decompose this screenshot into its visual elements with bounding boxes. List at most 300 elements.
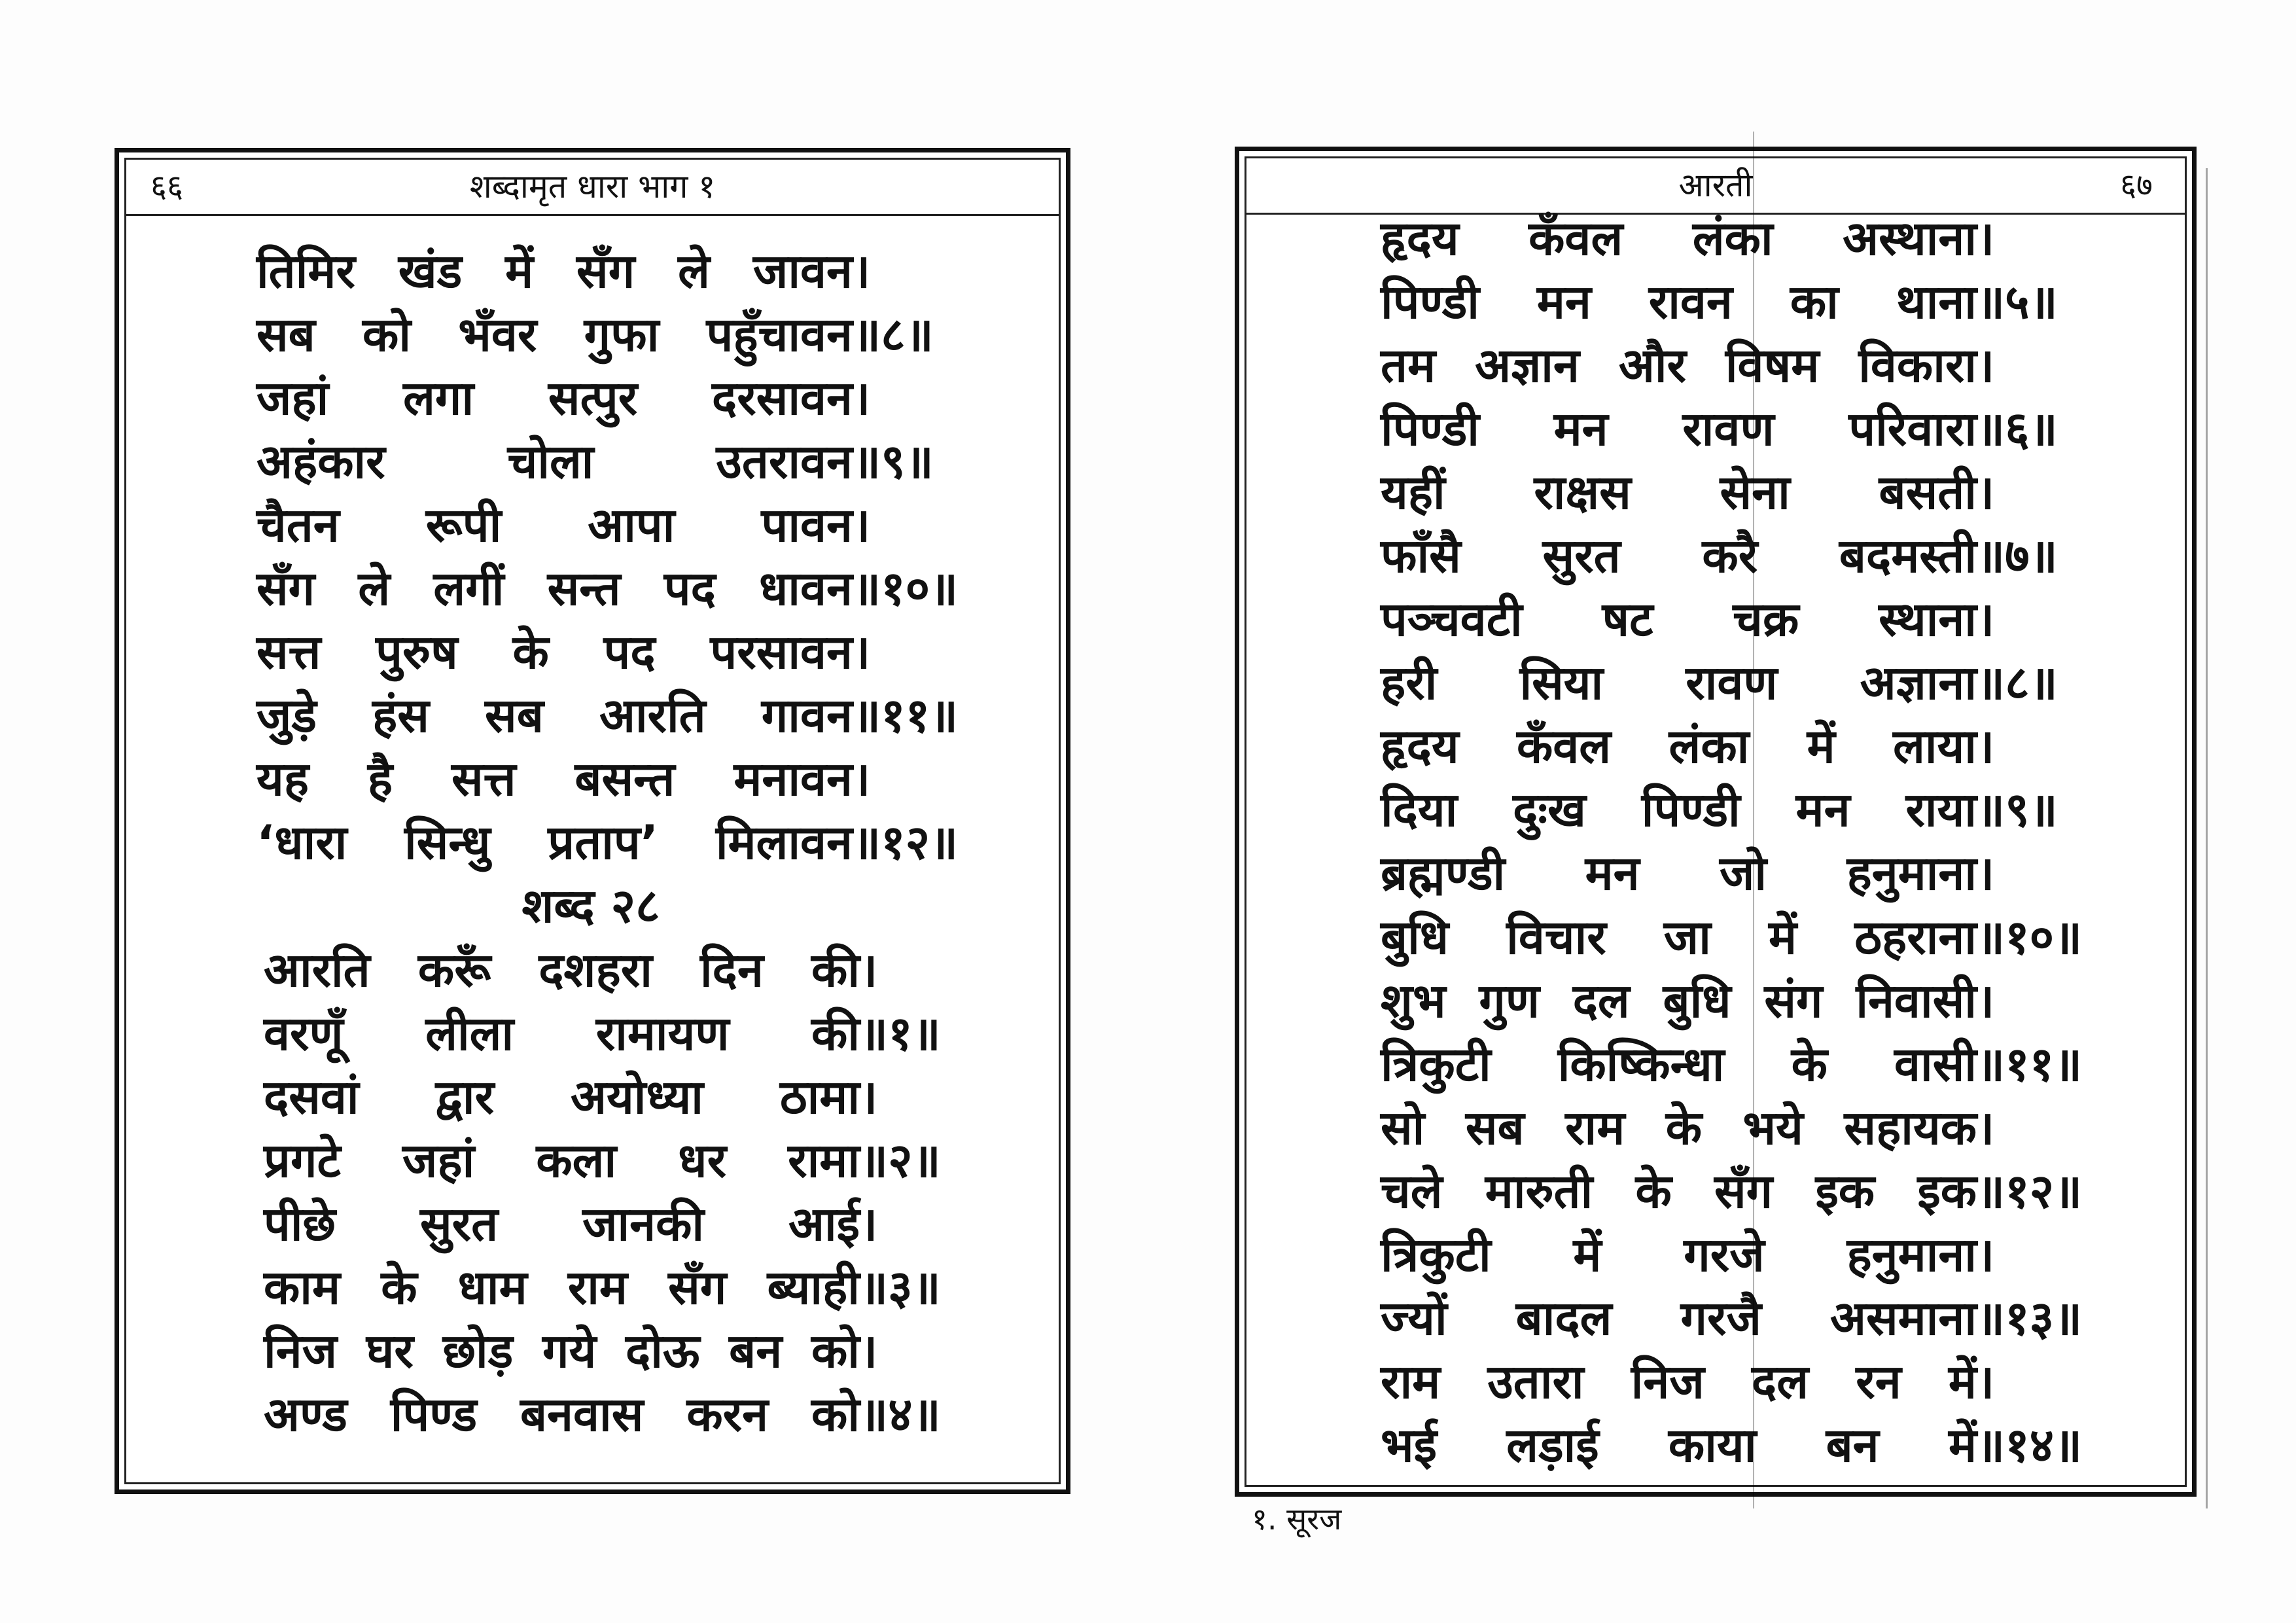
verse-word: पहुँचावन [706,306,853,362]
verse-word: अस्थाना [1843,210,1977,266]
verse-word: परसावन [710,624,853,680]
verse-word: अण्ड [264,1387,347,1442]
verse-word: राक्षस [1534,464,1631,520]
footnote: १. सूरज [1252,1501,1342,1537]
verse-end-mark: ॥११॥ [853,688,959,743]
verse-word: छोड़ [442,1323,514,1379]
verse-text [1381,528,1977,584]
verse-end-mark: ॥७॥ [1977,528,2058,584]
verse-word: के [512,624,549,680]
verse-word: हंस [372,688,429,743]
verse-word: रामा [788,1132,860,1188]
verse-word: त्रिकुटी [1381,1227,1491,1283]
verse-end-mark: । [860,1196,878,1251]
scan-edge-shadow [2206,168,2208,1508]
verse-end-mark: ॥१०॥ [1977,909,2083,965]
verse-word: जानकी [582,1196,705,1251]
verse-word: कँवल [1528,210,1623,266]
verse-word: जुड़े [256,688,317,743]
verse-text [1381,1163,1977,1219]
verse-word: सँग [668,1260,727,1315]
verse-text [1381,909,1977,965]
verse-word: सिया [1519,655,1604,711]
verse-word: में [1769,909,1797,965]
verse-word: मनावन [733,751,853,807]
verse-line [1381,842,2082,905]
verse-text [1381,210,1977,266]
verse-word: के [1791,1036,1828,1092]
verse-word: कला [536,1132,617,1188]
verse-word: बसन्त [574,751,675,807]
verse-line [1381,1223,2082,1287]
verse-text [256,497,853,552]
verse-word: दिया [1381,782,1458,838]
verse-word: ठहराना [1854,909,1977,965]
verse-word: मारुती [1485,1163,1593,1219]
verse-word: में [1573,1227,1602,1283]
verse-word: और [1618,337,1686,393]
verse-end-mark: ॥९॥ [853,433,934,489]
verse-line [1381,397,2082,460]
verse-word: पद [663,561,716,616]
verse-word: ब्रह्मण्डी [1381,846,1506,901]
verse-end-mark: । [1977,337,1995,393]
verse-word: है [367,751,393,807]
verse-word: जहां [402,1132,475,1188]
header-divider [126,214,1059,216]
verse-word: बन [729,1323,783,1379]
verse-text [264,1387,860,1442]
verse-word: सब [1465,1099,1525,1155]
verse-word: की [811,1005,860,1061]
verse-word: पिण्डी [1381,401,1479,456]
verse-word: ब्याही [767,1260,860,1315]
page-number: ६६ [150,168,183,205]
verse-word: त्रिकुटी [1381,1036,1491,1092]
verse-word: दसवां [264,1069,359,1124]
verse-text [1381,1291,1977,1346]
verse-text [256,751,853,807]
verse-word: लगीं [433,561,504,616]
verse-end-mark: ॥१४॥ [1977,1418,2083,1473]
verse-text [256,433,853,489]
verse-word: लड़ाई [1506,1418,1599,1473]
section-heading: शब्द २८ [521,878,660,934]
verse-word: हनुमाना [1846,1227,1977,1283]
verse-word: जहां [256,370,329,425]
verse-word: लंका [1692,210,1773,266]
verse-word: सहायक [1844,1099,1977,1155]
verse-line [256,429,958,493]
verse-line [256,1128,958,1192]
verse-word: करै [1702,528,1758,584]
verse-line [1381,206,2082,270]
verse-text [1381,1099,1977,1155]
verse-word: शुभ [1381,972,1446,1028]
scan-fold-line [1753,132,1754,1508]
verse-line [256,620,958,684]
verse-word: सो [1381,1099,1425,1155]
verse-column [1381,206,2082,1477]
verse-word: बादल [1515,1291,1612,1346]
verse-word: आरति [264,942,370,997]
verse-word: उतरावन [716,433,853,489]
verse-line [1381,651,2082,715]
verse-word: पञ्चवटी [1381,592,1523,647]
verse-word: निवासी [1856,972,1977,1028]
verse-word: जो [1720,846,1767,901]
verse-word: पिण्डी [1641,782,1740,838]
verse-word: दोऊ [626,1323,700,1379]
verse-text [1381,1418,1977,1473]
verse-word: ‘धारा [256,815,347,870]
verse-text [1381,1227,1977,1283]
verse-end-mark: ॥६॥ [1977,401,2058,456]
verse-word: में [1948,1418,1977,1473]
verse-end-mark: ॥८॥ [1977,655,2058,711]
verse-word: उतारा [1487,1354,1584,1410]
verse-text [256,624,853,680]
verse-word: अहंकार [256,433,385,489]
verse-word: गुण [1479,972,1540,1028]
verse-text [1381,401,1977,456]
verse-end-mark: । [1977,972,1995,1028]
verse-word: सब [256,306,315,362]
verse-word: असमाना [1829,1291,1977,1346]
verse-end-mark: ॥२॥ [860,1132,941,1188]
verse-word: भई [1381,1418,1437,1473]
verse-word: मन [1795,782,1850,838]
verse-word: मन [1536,274,1591,329]
verse-line [1381,588,2082,651]
verse-text [264,1196,860,1251]
verse-text [1381,846,1977,901]
verse-line [1381,1096,2082,1159]
verse-end-mark: ॥१२॥ [853,815,959,870]
verse-line [1381,1414,2082,1477]
verse-word: वरणूँ [264,1005,344,1061]
verse-text [256,306,853,362]
verse-word: को [811,1323,860,1379]
verse-end-mark: ॥१०॥ [853,561,959,616]
verse-word: में [1807,719,1835,774]
verse-word: दशहरा [539,942,652,997]
verse-word: ज्यों [1381,1291,1447,1346]
verse-word: हृदय [1381,210,1459,266]
verse-text [1381,719,1977,774]
verse-word: बुधि [1663,972,1731,1028]
verse-word: फाँसै [1381,528,1461,584]
verse-word: लाया [1893,719,1977,774]
verse-word: विकारा [1858,337,1977,393]
verse-word: रावण [1682,401,1775,456]
verse-line [256,1192,958,1255]
verse-word: घर [366,1323,414,1379]
verse-line [1381,524,2082,587]
verse-end-mark: । [860,1069,878,1124]
verse-line [256,747,958,811]
verse-word: हरी [1381,655,1438,711]
verse-word: हनुमाना [1846,846,1977,901]
verse-word: जा [1663,909,1711,965]
verse-word: के [1665,1099,1703,1155]
verse-end-mark: ॥३॥ [860,1260,941,1315]
verse-text [264,1323,860,1379]
verse-word: बसती [1879,464,1977,520]
verse-word: करूँ [417,942,491,997]
verse-line [1381,778,2082,842]
verse-word: हृदय [1381,719,1459,774]
verse-end-mark: । [1977,846,1995,901]
verse-text [1381,782,1977,838]
verse-word: वासी [1894,1036,1977,1092]
verse-text [1381,592,1977,647]
verse-line [256,684,958,747]
verse-word: यहीं [1381,464,1445,520]
verse-word: रन [1856,1354,1901,1410]
verse-word: रावण [1686,655,1778,711]
verse-end-mark: । [853,624,871,680]
verse-word: निज [1631,1354,1704,1410]
verse-word: बन [1826,1418,1879,1473]
verse-end-mark: ॥१॥ [860,1005,941,1061]
verse-text [1381,337,1977,393]
verse-line [256,811,958,874]
verse-word: राम [1565,1099,1625,1155]
verse-word: लगा [403,370,474,425]
verse-line [1381,1032,2082,1096]
verse-text [256,370,853,425]
verse-word: भये [1742,1099,1803,1155]
verse-word: आरति [599,688,706,743]
verse-word: पद [603,624,656,680]
right-page [1235,147,2197,1497]
verse-word: पावन [761,497,853,552]
verse-word: राया [1905,782,1977,838]
verse-word: सुरत [1542,528,1621,584]
verse-text [264,942,860,997]
verse-word: के [1635,1163,1672,1219]
verse-word: मिलावन [715,815,853,870]
verse-text [1381,1036,1977,1092]
verse-text [264,1005,860,1061]
verse-end-mark: ॥५॥ [1977,274,2058,329]
verse-end-mark: ॥४॥ [860,1387,941,1442]
verse-word: धावन [759,561,853,616]
verse-word: धर [678,1132,727,1188]
verse-end-mark: । [853,497,871,552]
verse-text [1381,274,1977,329]
verse-end-mark: । [1977,719,1995,774]
verse-word: की [811,942,860,997]
verse-end-mark: । [1977,210,1995,266]
verse-line [1381,1287,2082,1350]
verse-line [1381,905,2082,969]
verse-end-mark: । [1977,592,1995,647]
verse-end-mark: । [853,243,871,298]
verse-word: में [505,243,534,298]
verse-text [256,243,853,298]
verse-word: पिण्डी [1381,274,1479,329]
verse-line [1381,333,2082,397]
verse-word: निज [264,1323,338,1379]
verse-word: सँग [1714,1163,1773,1219]
verse-line [1381,1159,2082,1222]
verse-word: परिवारा [1848,401,1977,456]
verse-word: ले [358,561,391,616]
verse-word: का [1790,274,1839,329]
verse-word: राम [1381,1354,1441,1410]
left-page [115,148,1070,1494]
verse-word: तम [1381,337,1436,393]
running-title: शब्दामृत धारा भाग १ [469,168,716,205]
verse-word: गरजे [1684,1227,1765,1283]
verse-text [264,1132,860,1188]
verse-text [1381,655,1977,711]
verse-word: गावन [761,688,853,743]
verse-word: के [381,1260,417,1315]
verse-end-mark: ॥१३॥ [1977,1291,2083,1346]
verse-word: ठामा [779,1069,860,1124]
verse-text [264,1260,860,1315]
verse-word: दल [1572,972,1630,1028]
verse-word: पीछे [264,1196,336,1251]
verse-text [256,815,853,870]
verse-word: काम [264,1260,341,1315]
verse-word: में [1948,1354,1977,1410]
verse-word: किष्किन्धा [1557,1036,1725,1092]
verse-line [256,493,958,556]
verse-word: लीला [425,1005,514,1061]
verse-word: यह [256,751,309,807]
verse-end-mark: । [1977,1099,1995,1155]
verse-word: सन्त [547,561,621,616]
verse-word: सेना [1720,464,1790,520]
verse-line [1381,270,2082,333]
verse-end-mark: । [1977,1354,1995,1410]
verse-word: रामायण [595,1005,730,1061]
verse-line [256,366,958,429]
verse-word: राम [567,1260,627,1315]
verse-word: प्रगटे [264,1132,341,1188]
verse-line [1381,969,2082,1032]
verse-word: विषम [1725,337,1820,393]
verse-word: चैतन [256,497,340,552]
verse-word: गये [542,1323,597,1379]
verse-word: आई [788,1196,860,1251]
verse-word: को [362,306,411,362]
verse-word: दल [1752,1354,1809,1410]
verse-line [256,1319,958,1383]
verse-word: मन [1585,846,1640,901]
verse-word: अयोध्या [570,1069,703,1124]
verse-word: द्वार [435,1069,495,1124]
verse-word: प्रताप’ [548,815,659,870]
verse-word: चक्र [1733,592,1799,647]
verse-word: तिमिर [256,243,355,298]
verse-end-mark: । [860,942,878,997]
verse-word: चोला [507,433,594,489]
verse-line [256,1383,958,1446]
verse-column [256,239,958,1446]
verse-text [1381,1354,1977,1410]
verse-word: दुःख [1513,782,1586,838]
verse-word: सिन्धु [404,815,491,870]
verse-text [264,1069,860,1124]
verse-line [1381,715,2082,778]
verse-word: जावन [752,243,853,298]
verse-end-mark: ॥११॥ [1977,1036,2083,1092]
verse-line [256,556,958,620]
verse-word: बनवास [520,1387,644,1442]
verse-word: पुरुष [376,624,458,680]
running-title: आरती [1678,166,1753,204]
verse-word: अज्ञान [1475,337,1580,393]
verse-word: काया [1668,1418,1757,1473]
verse-word: को [811,1387,860,1442]
verse-word: आपा [588,497,675,552]
verse-line [256,938,958,1001]
verse-word: गरजै [1680,1291,1761,1346]
verse-line [1381,460,2082,524]
verse-end-mark: । [1977,1227,1995,1283]
verse-word: ले [678,243,710,298]
verse-word: चले [1381,1163,1443,1219]
verse-line [256,302,958,366]
verse-line [256,1065,958,1128]
verse-line [256,1256,958,1319]
verse-word: अज्ञाना [1860,655,1977,711]
verse-end-mark: ॥८॥ [853,306,934,362]
verse-line [256,239,958,302]
verse-end-mark: । [1977,464,1995,520]
verse-word: सत्पुर [548,370,638,425]
verse-word: खंड [398,243,463,298]
verse-line [1381,1350,2082,1414]
verse-word: मन [1553,401,1608,456]
verse-word: बदमस्ती [1839,528,1977,584]
verse-line [256,1001,958,1065]
verse-word: दरसावन [711,370,853,425]
verse-word: दिन [700,942,764,997]
verse-word: थाना [1896,274,1977,329]
page-number: ६७ [2120,167,2153,204]
verse-end-mark: । [853,370,871,425]
verse-word: संग [1764,972,1823,1028]
verse-word: कँवल [1516,719,1612,774]
verse-word: गुफा [584,306,660,362]
verse-end-mark: ॥१२॥ [1977,1163,2083,1219]
verse-word: धाम [457,1260,527,1315]
verse-word: सत्त [256,624,321,680]
verse-text [1381,464,1977,520]
verse-end-mark: । [853,751,871,807]
verse-word: बुधि [1381,909,1449,965]
verse-word: सँग [576,243,635,298]
verse-word: सुरत [419,1196,499,1251]
verse-word: रूपी [425,497,502,552]
verse-word: स्थाना [1879,592,1977,647]
verse-word: करन [686,1387,769,1442]
verse-text [256,688,853,743]
verse-text [256,561,853,616]
verse-text [1381,972,1977,1028]
verse-word: सत्त [451,751,516,807]
verse-word: रावन [1648,274,1733,329]
verse-word: विचार [1506,909,1606,965]
verse-word: पिण्ड [390,1387,477,1442]
verse-word: सब [485,688,544,743]
